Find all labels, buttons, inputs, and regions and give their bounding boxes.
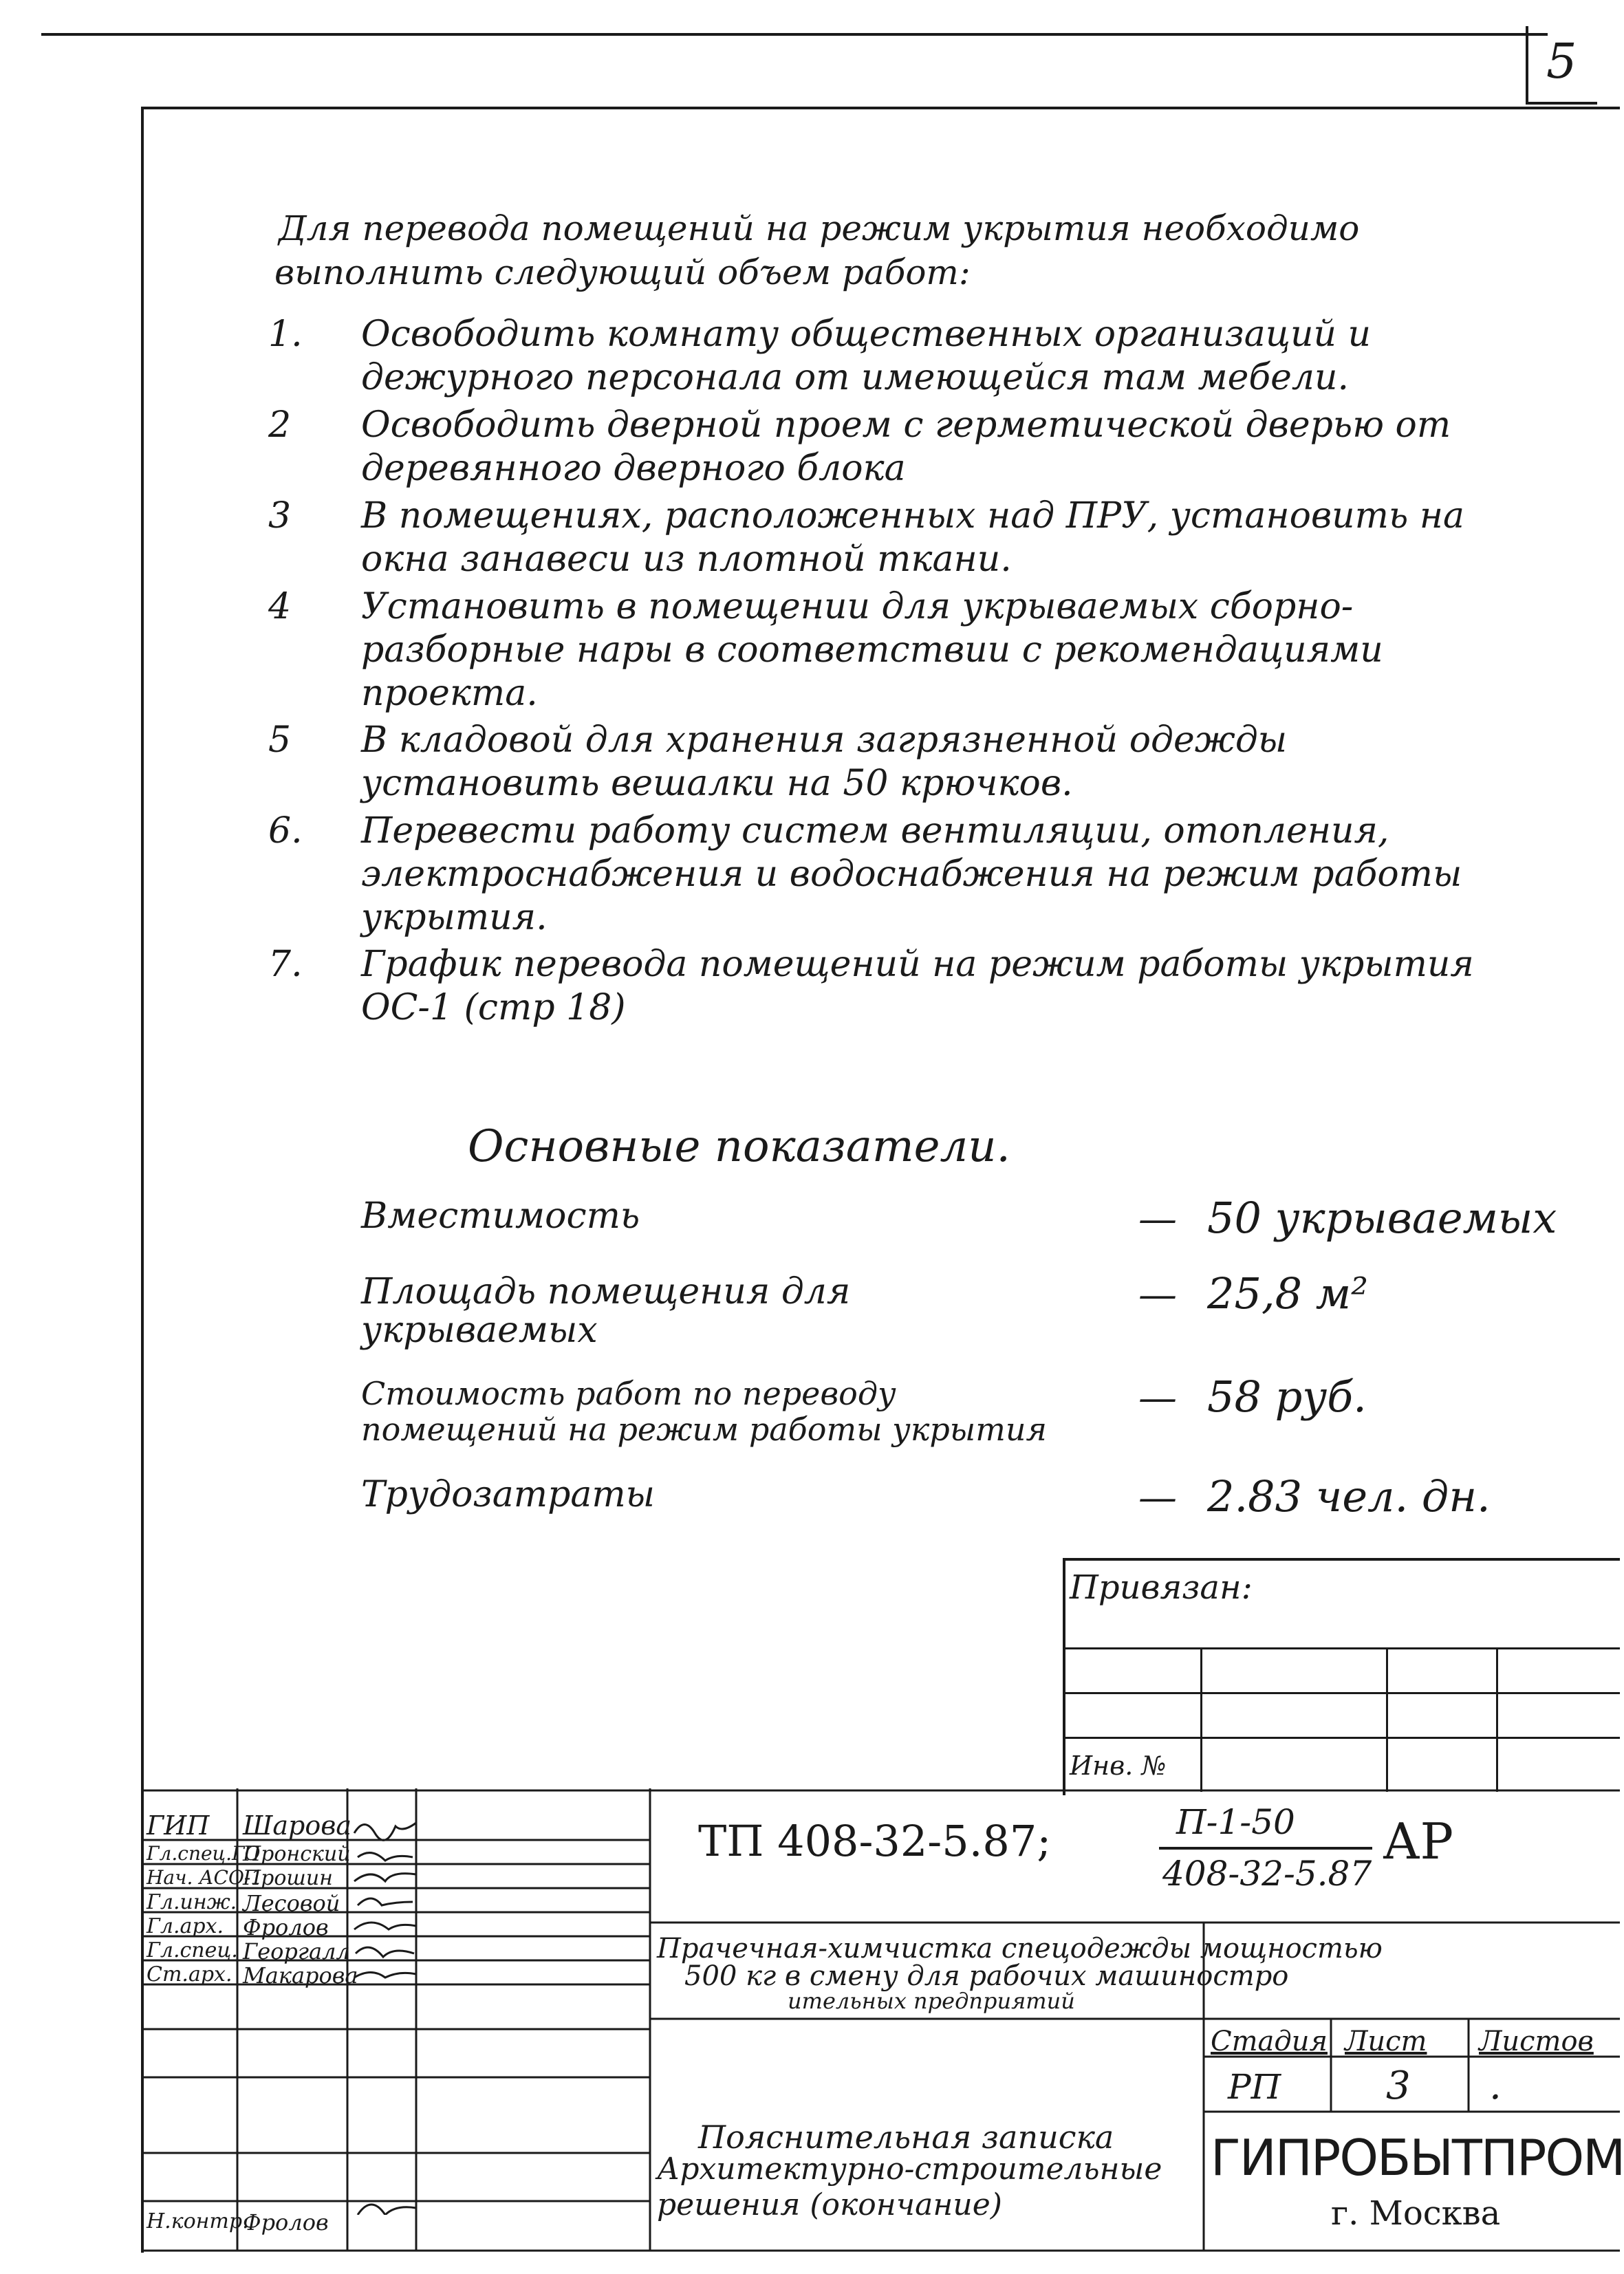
intro-line-1: Для перевода помещений на режим укрытия необходимо bbox=[279, 208, 1360, 248]
fraction-bar bbox=[1159, 1847, 1372, 1850]
binding-box-row-3 bbox=[1063, 1737, 1620, 1739]
staff-role: Гл.арх. bbox=[147, 1914, 224, 1938]
document-code: ТП 408-32-5.87; bbox=[698, 1816, 1052, 1866]
indicator-value: 25,8 м² bbox=[1207, 1268, 1369, 1319]
indicator-row bbox=[361, 1372, 1530, 1475]
project-title-line-1: Прачечная-химчистка спецодежды мощностью bbox=[657, 1933, 1383, 1964]
task-text: Установить в помещении для укрываемых сборно-разборные нары в соответствии с рекомендациями проекта. bbox=[361, 586, 1383, 714]
staff-role: Нач. АСО-1 bbox=[147, 1866, 263, 1889]
staff-role: Ст.арх. bbox=[147, 1962, 232, 1986]
intro-line-2: выполнить следующий объем работ: bbox=[274, 252, 971, 292]
task-item bbox=[268, 404, 1506, 492]
task-text: Освободить дверной проем с герметической дверью от деревянного дверного блока bbox=[361, 404, 1451, 489]
binding-box-col-2 bbox=[1386, 1647, 1388, 1792]
sheet-header: Лист bbox=[1345, 2026, 1427, 2057]
task-number: 3 bbox=[268, 495, 292, 537]
task-number: 5 bbox=[268, 719, 292, 761]
indicator-value: 2.83 чел. дн. bbox=[1207, 1471, 1491, 1522]
staff-name: Георгалл bbox=[243, 1938, 350, 1964]
document-mark: АР bbox=[1383, 1812, 1453, 1870]
indicator-value: 58 руб. bbox=[1207, 1372, 1367, 1422]
task-item bbox=[268, 313, 1506, 401]
indicator-row bbox=[361, 1268, 1530, 1376]
task-text: Перевести работу систем вентиляции, отопления, электроснабжения и водоснабжения на режим работы укрытия. bbox=[361, 810, 1462, 938]
title-block bbox=[141, 1788, 1624, 2253]
task-number: 4 bbox=[268, 586, 292, 627]
staff-name: Макарова bbox=[243, 1962, 358, 1989]
stage-header: Стадия bbox=[1211, 2026, 1328, 2057]
indicator-label: Стоимость работ по переводу помещений на режим работы укрытия bbox=[361, 1375, 1047, 1448]
sheets-value: . bbox=[1489, 2064, 1502, 2108]
task-item bbox=[268, 495, 1506, 583]
intro-paragraph bbox=[274, 206, 1482, 294]
staff-name: Прошин bbox=[243, 1866, 333, 1890]
staff-role: Гл.спец. bbox=[147, 1938, 238, 1962]
signatures bbox=[347, 1802, 423, 2215]
document-title-line-3: решения (окончание) bbox=[657, 2187, 1002, 2222]
organization-city: г. Москва bbox=[1331, 2194, 1501, 2233]
task-number: 1. bbox=[268, 314, 303, 355]
indicator-label: Трудозатраты bbox=[361, 1474, 656, 1515]
sheet-value: 3 bbox=[1386, 2064, 1411, 2108]
binding-box-top bbox=[1063, 1558, 1620, 1561]
task-text: В помещениях, расположенных над ПРУ, установить на окна занавеси из плотной ткани. bbox=[361, 495, 1465, 580]
task-text: В кладовой для хранения загрязненной одежды установить вешалки на 50 крючков. bbox=[361, 719, 1288, 804]
task-item bbox=[268, 719, 1506, 807]
task-item bbox=[268, 810, 1506, 940]
task-list bbox=[268, 313, 1506, 1034]
binding-box-left bbox=[1063, 1558, 1065, 1795]
indicator-label: Вместимость bbox=[361, 1195, 640, 1237]
organization-name: ГИПРОБЫТПРОМ bbox=[1211, 2129, 1624, 2187]
task-text: График перевода помещений на режим работы укрытия ОС-1 (стр 18) bbox=[361, 944, 1474, 1028]
sheet-corner-number: 5 bbox=[1546, 33, 1577, 89]
task-number: 6. bbox=[268, 810, 303, 852]
fraction-bottom: 408-32-5.87 bbox=[1162, 1854, 1372, 1894]
staff-name: Шарова bbox=[243, 1810, 351, 1841]
indicators-title: Основные показатели. bbox=[468, 1121, 1010, 1172]
staff-role: ГИП bbox=[147, 1810, 210, 1841]
staff-role: Гл.инж. bbox=[147, 1890, 237, 1914]
document-title-line-2: Архитектурно-строительные bbox=[657, 2152, 1162, 2187]
staff-name: Пронский bbox=[243, 1842, 351, 1866]
staff-name: Фролов bbox=[243, 1914, 329, 1940]
indicator-label: Площадь помещения для укрываемых bbox=[361, 1271, 851, 1351]
binding-box-col-1 bbox=[1200, 1647, 1202, 1792]
staff-role: Н.контр. bbox=[147, 2209, 249, 2233]
indicator-value: 50 укрываемых bbox=[1207, 1193, 1557, 1243]
staff-name: Фролов bbox=[243, 2209, 329, 2235]
task-number: 7. bbox=[268, 944, 303, 985]
binding-label: Привязан: bbox=[1070, 1568, 1253, 1607]
task-number: 2 bbox=[268, 404, 292, 446]
indicator-dash: — bbox=[1138, 1376, 1177, 1420]
indicator-row bbox=[361, 1193, 1557, 1273]
staff-role: Гл.спец.ГО bbox=[147, 1842, 261, 1865]
fraction-top: П-1-50 bbox=[1176, 1802, 1295, 1842]
project-title-line-2: 500 кг в смену для рабочих машиностро bbox=[684, 1960, 1289, 1992]
indicator-row bbox=[361, 1471, 1530, 1551]
binding-box-col-3 bbox=[1496, 1647, 1498, 1792]
indicator-dash: — bbox=[1138, 1197, 1177, 1242]
inventory-label: Инв. № bbox=[1070, 1751, 1167, 1781]
binding-box-row-1 bbox=[1063, 1647, 1620, 1649]
binding-box-row-2 bbox=[1063, 1692, 1620, 1694]
project-title-line-3: ительных предприятий bbox=[788, 1988, 1075, 2014]
task-item bbox=[268, 943, 1506, 1031]
sheets-header: Листов bbox=[1479, 2026, 1594, 2057]
document-title-line-1: Пояснительная записка bbox=[698, 2119, 1114, 2156]
indicator-dash: — bbox=[1138, 1475, 1177, 1520]
stage-value: РП bbox=[1228, 2067, 1281, 2107]
indicators-list bbox=[361, 1193, 1557, 1551]
task-text: Освободить комнату общественных организаций и дежурного персонала от имеющейся там мебели. bbox=[361, 314, 1372, 398]
top-border-line bbox=[41, 33, 1548, 36]
frame-top-line bbox=[141, 107, 1620, 109]
indicator-dash: — bbox=[1138, 1273, 1177, 1317]
task-item bbox=[268, 585, 1506, 716]
staff-name: Лесовой bbox=[243, 1890, 340, 1916]
